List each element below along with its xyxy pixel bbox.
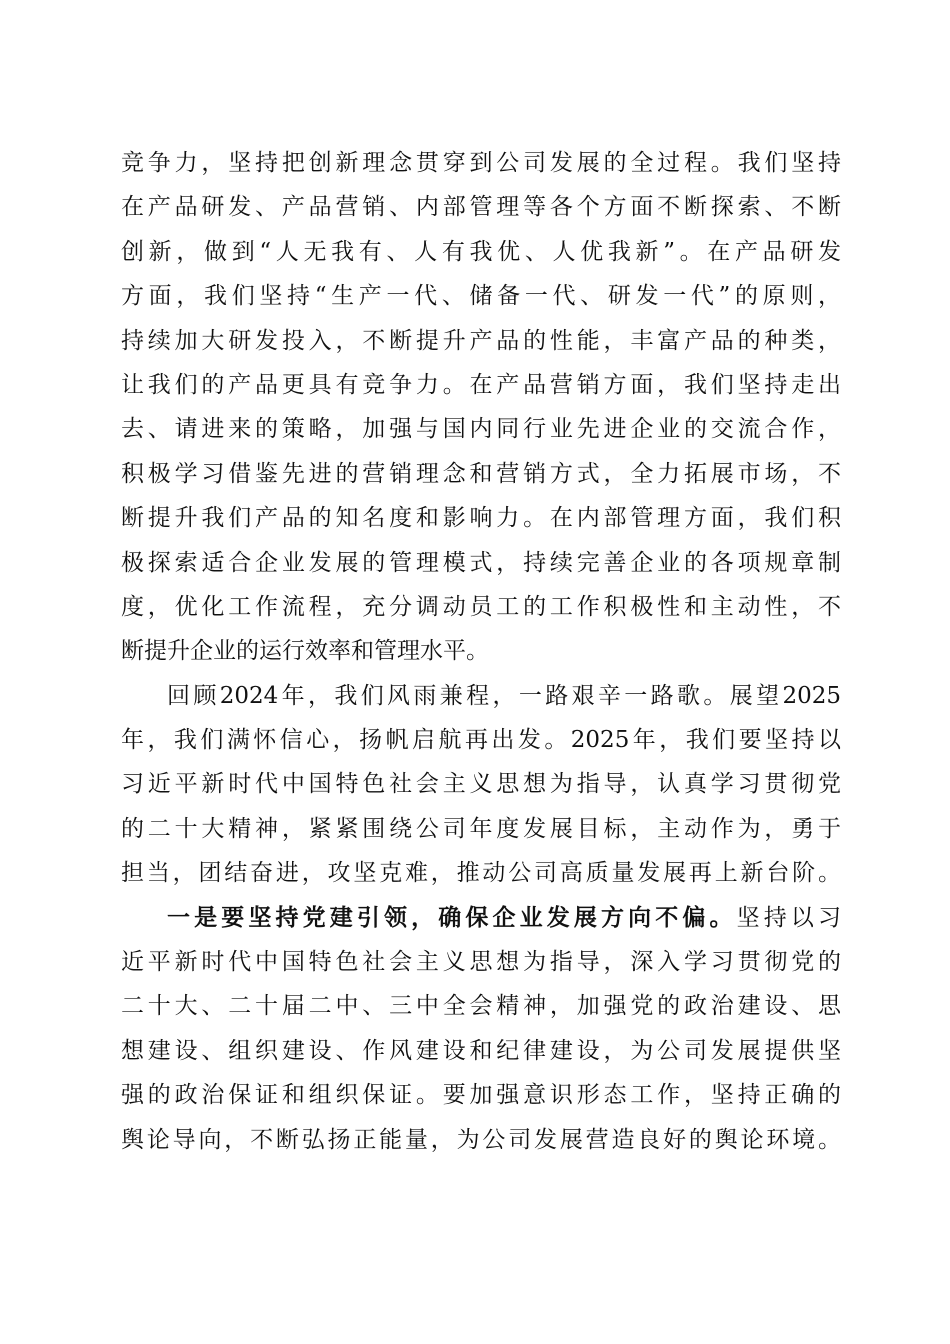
paragraph-review-outlook bbox=[121, 674, 841, 896]
text-line: 持续加大研发投入，不断提升产品的性能，丰富产品的种类， bbox=[121, 327, 841, 354]
text-line: 度，优化工作流程，充分调动员工的工作积极性和主动性，不 bbox=[121, 593, 841, 620]
text-line-lead bbox=[121, 896, 841, 940]
text-line: 强的政治保证和组织保证。要加强意识形态工作，坚持正确的 bbox=[121, 1082, 841, 1109]
text-line: 近平新时代中国特色社会主义思想为指导，深入学习贯彻党的 bbox=[121, 949, 841, 976]
text-line: 竞争力，坚持把创新理念贯穿到公司发展的全过程。我们坚持 bbox=[121, 150, 841, 176]
text-line: 在产品研发、产品营销、内部管理等各个方面不断探索、不断 bbox=[121, 194, 841, 221]
text-line: 的二十大精神，紧紧围绕公司年度发展目标，主动作为，勇于 bbox=[121, 815, 841, 842]
text-line: 极探索适合企业发展的管理模式，持续完善企业的各项规章制 bbox=[121, 549, 841, 576]
text-line: 去、请进来的策略，加强与国内同行业先进企业的交流合作， bbox=[121, 416, 841, 443]
text-line: 回顾2024年，我们风雨兼程，一路艰辛一路歌。展望2025 bbox=[167, 682, 841, 709]
document-body bbox=[121, 141, 841, 1162]
text-line: 二十大、二十届二中、三中全会精神，加强党的政治建设、思 bbox=[121, 993, 841, 1020]
text-line: 断提升企业的运行效率和管理水平。 bbox=[121, 638, 489, 665]
text-line: 习近平新时代中国特色社会主义思想为指导，认真学习贯彻党 bbox=[121, 771, 841, 798]
paragraph-innovation bbox=[121, 141, 841, 674]
text-line: 想建设、组织建设、作风建设和纪律建设，为公司发展提供坚 bbox=[121, 1037, 841, 1064]
text-line: 方面，我们坚持“生产一代、储备一代、研发一代”的原则， bbox=[121, 283, 841, 310]
text-line: 年，我们满怀信心，扬帆启航再出发。2025年，我们要坚持以 bbox=[121, 727, 841, 754]
paragraph-party-building bbox=[121, 896, 841, 1162]
text-line: 让我们的产品更具有竞争力。在产品营销方面，我们坚持走出 bbox=[121, 371, 841, 398]
text-line: 担当，团结奋进，攻坚克难，推动公司高质量发展再上新台阶。 bbox=[121, 860, 841, 887]
text-line: 积极学习借鉴先进的营销理念和营销方式，全力拓展市场，不 bbox=[121, 460, 841, 487]
bold-heading: 一是要坚持党建引领，确保企业发展方向不偏。 bbox=[167, 903, 737, 931]
text-line: 断提升我们产品的知名度和影响力。在内部管理方面，我们积 bbox=[121, 505, 841, 532]
text-line: 创新，做到“人无我有、人有我优、人优我新”。在产品研发 bbox=[121, 238, 841, 265]
text-line: 舆论导向，不断弘扬正能量，为公司发展营造良好的舆论环境。 bbox=[121, 1126, 841, 1153]
lead-rest: 坚持以习 bbox=[736, 904, 841, 931]
